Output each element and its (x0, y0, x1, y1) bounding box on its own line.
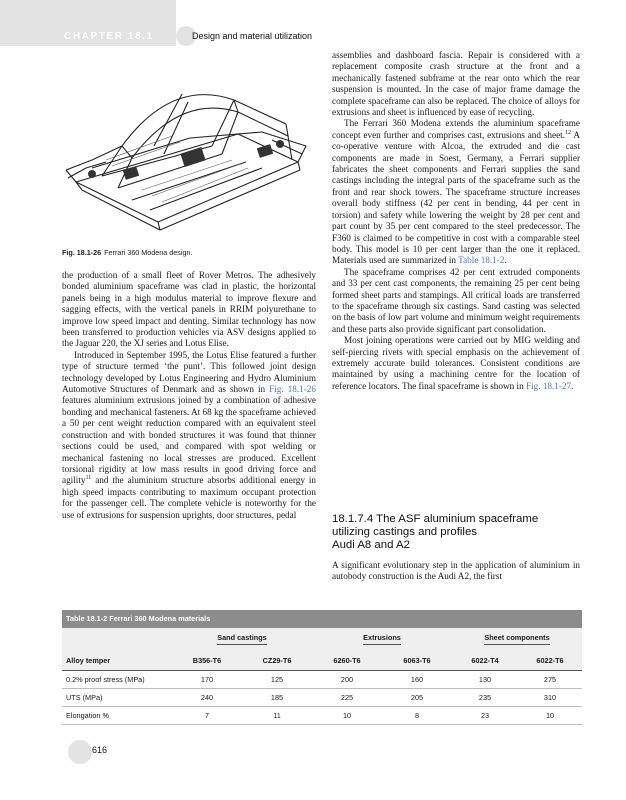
row-header-label: Alloy temper (62, 650, 172, 671)
table-group-header (312, 628, 452, 650)
table-group-row (62, 628, 582, 650)
table-cell: 240 (172, 689, 242, 707)
page-number-pill (68, 740, 92, 764)
footnote-ref: 11 (85, 475, 92, 482)
figure-reference-link[interactable]: Fig. 18.1-27 (525, 380, 572, 391)
table-cell: 205 (382, 689, 452, 707)
paragraph: the production of a small fleet of Rover Metros. The adhesively bonded aluminium spaceframe was clad in plastic, the horizontal panels being in a high modulus material to improve flexure and sagging effects, with the vertical panels in RRIM polyurethane to improve low speed impact and denting. Similar technology has now been transferred to production vehicles via ASV designs applied to the Jaguar 220, the XJ series and Lotus Elise. (62, 270, 316, 349)
row-label: UTS (MPa) (62, 689, 172, 707)
table-header-row (62, 650, 582, 671)
table-cell: 130 (452, 671, 518, 689)
table-cell: 10 (312, 707, 382, 725)
text-run: A co-operative venture with Alcoa, the extruded and die cast components are made in Soest, Germany, a Ferrari supplier fabricates the sheet components and Ferrari supplies the sand castings including the integral parts of the spaceframe such as the front and rear shock towers. The spaceframe structure increases overall body stiffness (42 per cent in bending, 44 per cent in torsion) and safety while lowering the weight by 28 per cent and part count by 35 per cent compared to the steel predecessor. The F360 is claimed to be competitive in cost with a comparable steel body. This model is 10 per cent larger than the one it replaced. Materials used are summarized in (332, 129, 580, 266)
group-label: Extrusions (363, 633, 401, 645)
right-column-text-continued (332, 560, 580, 583)
text-run: features aluminium extrusions joined by a combination of adhesive bonding and mechanical fasteners. At 68 kg the spaceframe achieved a 50 per cent weight reduction compared with an equivalent steel construction and with bonded structures it was found that thinner sections could be used, and compared with spot welding or mechanical fastening no local stresses are produced. Excellent torsional rigidity at low mass results in good driving force and agility (62, 395, 316, 486)
text-run: Introduced in September 1995, the Lotus Elise featured a further type of structure termed ‘the punt’. This followed joint design technology developed by Lotus Engineering and Hydro Aluminium Automotive Structures of Denmark and as shown in (62, 349, 316, 395)
chapter-label: CHAPTER 18.1 (64, 31, 154, 42)
table-row (62, 707, 582, 725)
group-label: Sand castings (217, 633, 266, 645)
text-run: . (504, 255, 507, 266)
column-header: 6022-T4 (452, 650, 518, 671)
right-column-text (332, 50, 580, 392)
table-cell: 23 (452, 707, 518, 725)
text-run: The Ferrari 360 Modena extends the aluminium spaceframe concept even further and comprises cast, extrusions and sheet. (332, 118, 580, 140)
paragraph (62, 350, 316, 521)
table-cell: 7 (172, 707, 242, 725)
section-heading-line: Audi A8 and A2 (332, 539, 410, 551)
table-row (62, 671, 582, 689)
table-group-header (172, 628, 312, 650)
column-header: CZ29-T6 (242, 650, 312, 671)
text-run: . (571, 380, 574, 391)
text-run: and the aluminium structure absorbs additional energy in high speed impacts contributing to maximum occupant protection for the passenger cell. The complete vehicle is noteworthy for the use of extrusions for suspension uprights, door structures, pedal (62, 475, 316, 520)
column-header: 6260-T6 (312, 650, 382, 671)
paragraph: A significant evolutionary step in the application of aluminium in autobody construction is the Audi A2, the first (332, 560, 580, 582)
table-title: Table 18.1-2 Ferrari 360 Modena materials (62, 610, 582, 628)
section-heading (332, 513, 582, 552)
paragraph: The spaceframe comprises 42 per cent extruded components and 33 per cent cast components, the remaining 25 per cent being formed sheet parts and stampings. All critical loads are transferred to the spaceframe through six castings. Sand casting was selected on the basis of low part volume and minimum weight requirements and these parts also provide significant part consolidation. (332, 266, 580, 334)
row-label: Elongation % (62, 707, 172, 725)
table-cell: 235 (452, 689, 518, 707)
text-run: Most joining operations were carried out by MIG welding and self-piercing rivets with special emphasis on the achievement of extremely accurate build tolerances. Consistent conditions are maintained by using a machining centre for the location of reference locators. The final spaceframe is shown in (332, 335, 580, 391)
table-cell: 310 (518, 689, 582, 707)
section-heading-line: 18.1.7.4 The ASF aluminium spaceframe (332, 513, 539, 525)
table-cell: 160 (382, 671, 452, 689)
spaceframe-illustration (62, 50, 314, 240)
page-number: 616 (92, 745, 108, 755)
table-row (62, 689, 582, 707)
table-cell: 125 (242, 671, 312, 689)
group-label: Sheet components (484, 633, 549, 645)
table-reference-link[interactable]: Table 18.1-2 (458, 255, 505, 266)
figure-caption (62, 248, 192, 257)
column-header: 6022-T6 (518, 650, 582, 671)
left-column-text (62, 270, 316, 521)
table-cell: 170 (172, 671, 242, 689)
table-cell: 200 (312, 671, 382, 689)
table-grid (62, 628, 582, 725)
paragraph (332, 335, 580, 392)
table-cell: 11 (242, 707, 312, 725)
table-cell: 225 (312, 689, 382, 707)
row-label: 0.2% proof stress (MPa) (62, 671, 172, 689)
figure-spaceframe (62, 50, 314, 240)
table-cell (62, 628, 172, 650)
table-cell: 185 (242, 689, 312, 707)
paragraph: assemblies and dashboard fascia. Repair is considered with a replacement composite crash structure at the front and a mechanically fastened subframe at the rear onto which the rear suspension is mounted. In the case of major frame damage the complete spaceframe can also be replaced. The choice of alloys for extrusions and sheet is influenced by ease of recycling. (332, 50, 580, 118)
paragraph (332, 118, 580, 266)
figure-label: Fig. 18.1-26 (62, 248, 102, 257)
table-cell: 8 (382, 707, 452, 725)
table-cell: 10 (518, 707, 582, 725)
figure-reference-link[interactable]: Fig. 18.1-26 (269, 384, 316, 395)
table-cell: 275 (518, 671, 582, 689)
section-heading-line: utilizing castings and profiles (332, 526, 477, 538)
materials-table (62, 610, 582, 725)
table-group-header (452, 628, 582, 650)
figure-caption-text: Ferrari 360 Modena design. (104, 248, 193, 257)
column-header: B356-T6 (172, 650, 242, 671)
column-header: 6063-T6 (382, 650, 452, 671)
running-title: Design and material utilization (192, 31, 313, 41)
footnote-ref: 12 (565, 129, 572, 136)
